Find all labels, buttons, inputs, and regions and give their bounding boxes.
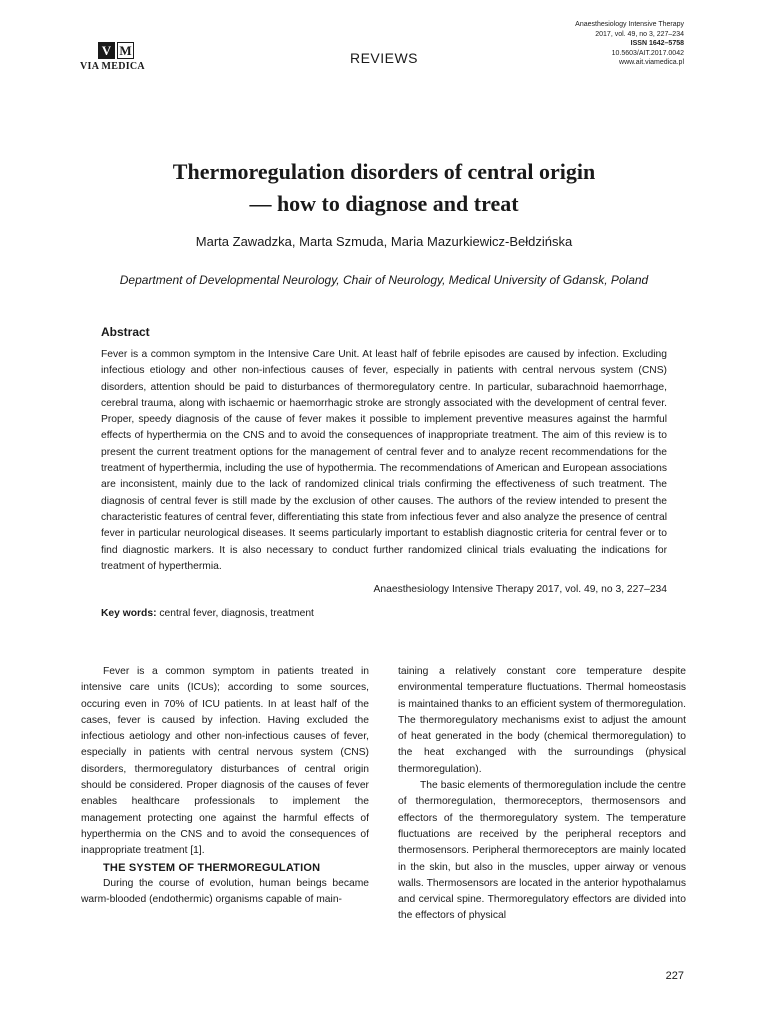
journal-url[interactable]: www.ait.viamedica.pl	[619, 59, 684, 67]
journal-doi: 10.5603/AIT.2017.0042	[611, 49, 684, 57]
keywords	[101, 608, 314, 619]
page-number: 227	[665, 970, 684, 982]
abstract-heading: Abstract	[101, 325, 150, 339]
article-title-line1: Thermoregulation disorders of central origin	[172, 159, 596, 184]
body-column-left	[81, 664, 369, 908]
journal-volume: 2017, vol. 49, no 3, 227–234	[595, 30, 684, 38]
article-citation: Anaesthesiology Intensive Therapy 2017, vol. 49, no 3, 227–234	[373, 584, 667, 595]
body-paragraph: Fever is a common symptom in patients treated in intensive care units (ICUs); according to some sources, occuring even in 70% of ICU patients. In at least half of the cases, fever is caused by infection. Having excluded the infectious aetiology and other non-infectious causes of fever, especially in patients with central nervous system (CNS) disorders, thermoregulatory disturbances of central origin should be considered. Proper diagnosis of the causes of fever enables healthcare professionals to implement the management protecting one against the harmful effects of hyperthermia on the CNS and to avoid the consequences of inappropriate treatment [1].	[81, 666, 369, 857]
article-affiliation: Department of Developmental Neurology, Chair of Neurology, Medical University of Gdansk, Poland	[119, 273, 649, 287]
keywords-label: Key words:	[101, 608, 157, 619]
body-paragraph: taining a relatively constant core temperature despite environmental temperature fluctuations. Thermal homeostasis is maintained thanks to an efficient system of thermoregulation. The thermoregulatory mechanisms exist to adjust the amount of heat generated in the body (chemical thermoregulation) to the heat exchanged with the surroundings (physical thermoregulation).	[398, 666, 686, 775]
logo-letter-m: M	[117, 42, 134, 59]
section-label: REVIEWS	[349, 50, 419, 66]
abstract-text: Fever is a common symptom in the Intensive Care Unit. At least half of febrile episodes are caused by infection. Excluding infectious etiology and other non-infectious causes of fever, especially in patients with central nervous system (CNS) disorders, attention should be paid to disturbances of thermoregulatory centre. In particular, subarachnoid haemorrhage, cerebral trauma, along with ischaemic or haemorrhagic stroke are strongly associated with the development of central fever. Proper, speedy diagnosis of the cause of fever makes it possible to implement preventive measures against the harmful effects of hyperthermia on the CNS and to avoid the consequences of inappropriate treatment. The aim of this review is to present the current treatment options for the management of central fever and to analyze recent recommendations for the treatment of hyperthermia, including the use of hypothermia. The recommendations of American and European associations are inconsistent, mainly due to the lack of randomized clinical trials confirming the effectiveness of such treatment. The diagnosis of central fever is still made by the exclusion of other causes. The authors of the review intended to present the characteristic features of central fever, differentiating this state from infectious fever and also analyze the presence of central fever in particular neurological diseases. It seems particularly important to establish diagnostic criteria for central fever or to find diagnostic markers. It is also necessary to conduct further randomized clinical trials evaluating the indications for treatment of hyperthermia.	[101, 349, 667, 572]
article-authors: Marta Zawadzka, Marta Szmuda, Maria Mazurkiewicz-Bełdzińska	[195, 234, 573, 249]
article-title-line2: — how to diagnose and treat	[249, 191, 519, 216]
journal-name: Anaesthesiology Intensive Therapy	[575, 21, 684, 28]
body-paragraph: The basic elements of thermoregulation include the centre of thermoregulation, thermoreceptors, thermosensors and effectors of the thermoregulatory system. The temperature fluctuations are received by the peripheral receptors and thermosensors. Peripheral thermoreceptors are mainly located in the skin, but also in the muscles, upper airway or venous walls. Thermosensors are located in the anterior hypothalamus and cervical spine. Thermoregulatory effectors are divided into the effectors of physical	[398, 780, 686, 922]
body-paragraph: During the course of evolution, human beings became warm-blooded (endothermic) organisms capable of main-	[81, 877, 369, 906]
publisher-name: VIA MEDICA	[80, 61, 145, 72]
section-heading: THE SYSTEM OF THERMOREGULATION	[103, 861, 321, 874]
logo-letter-v: V	[98, 42, 115, 59]
journal-info	[575, 20, 684, 68]
keywords-list: central fever, diagnosis, treatment	[156, 608, 314, 619]
body-column-right	[398, 664, 686, 925]
journal-issn: ISSN 1642–5758	[630, 40, 684, 48]
article-title	[0, 156, 768, 220]
